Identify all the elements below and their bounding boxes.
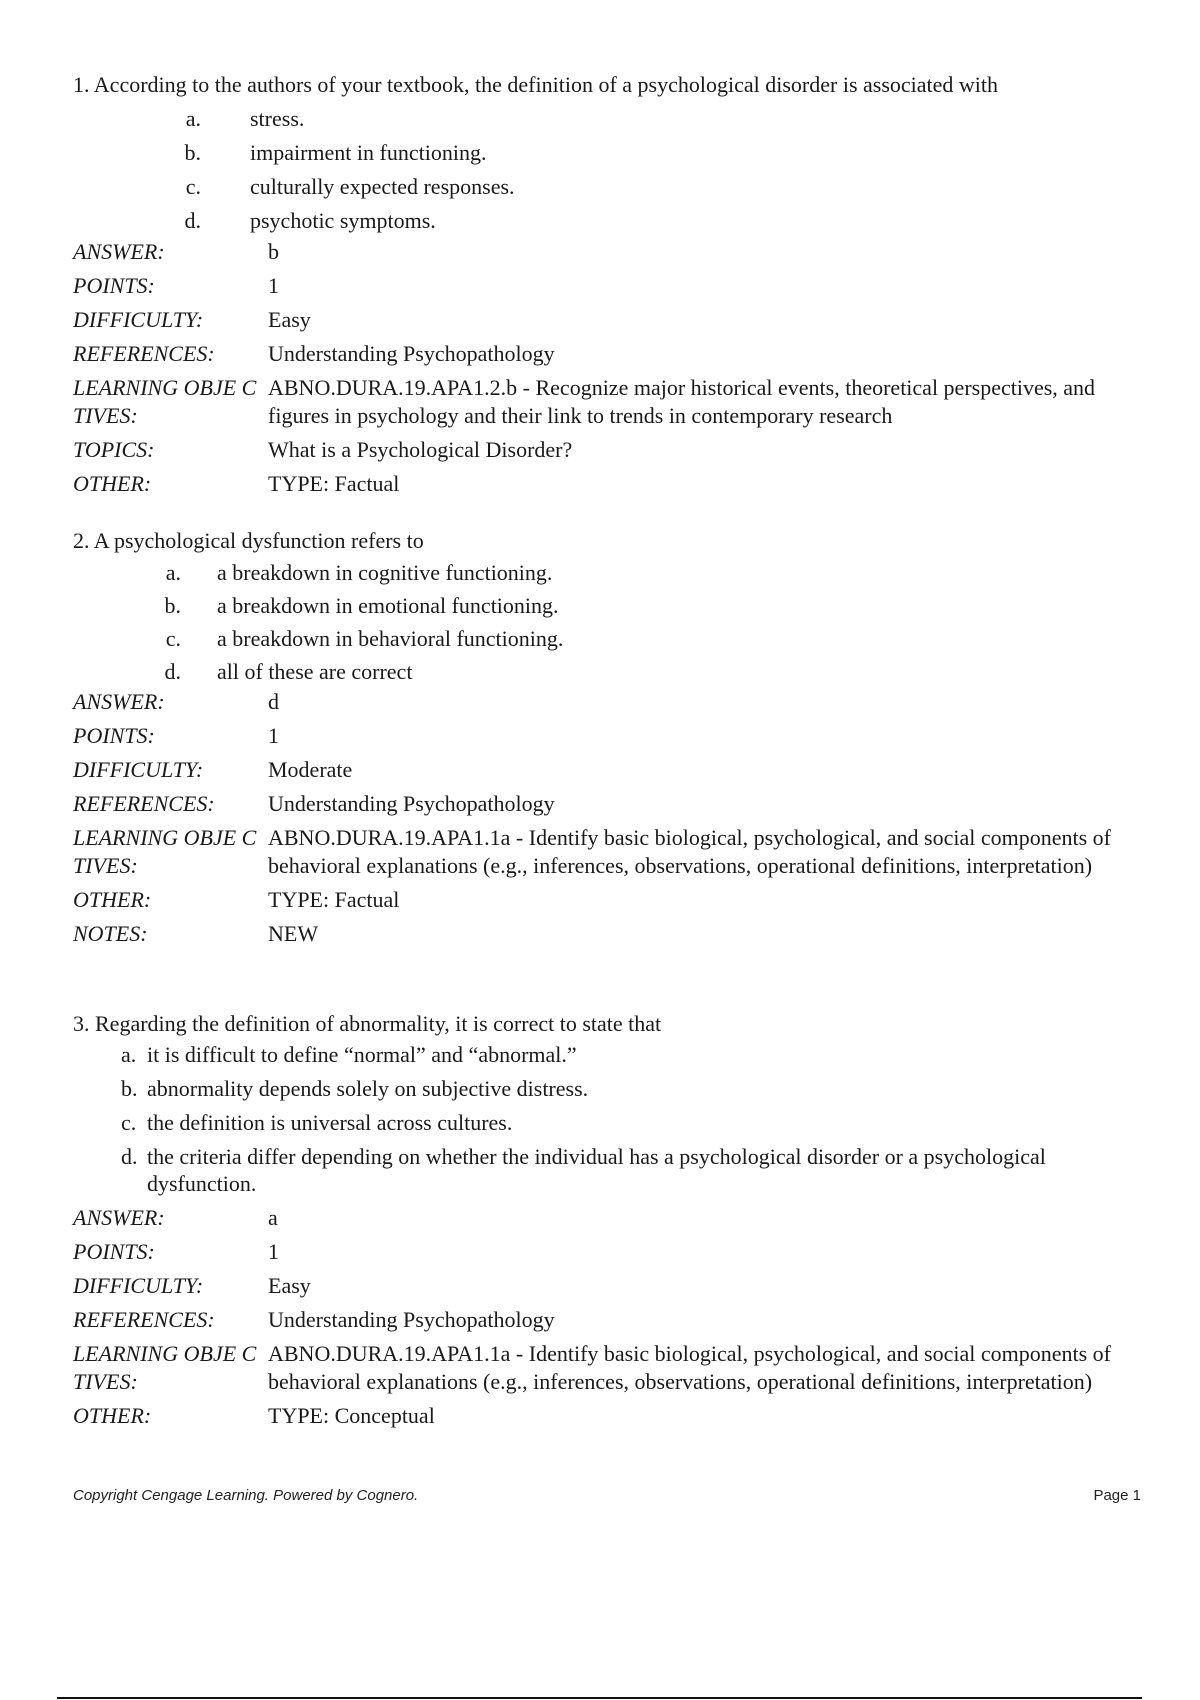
choice-b [73, 1075, 1153, 1102]
meta-points [73, 1238, 1153, 1266]
answer-choices [73, 102, 1153, 238]
choice-a [73, 556, 1153, 589]
choice-letter: c. [185, 174, 201, 199]
meta-value: Understanding Psychopathology [268, 791, 555, 816]
meta-points [73, 272, 1153, 300]
choice-d [73, 655, 1153, 688]
choice-b [73, 136, 1153, 170]
meta-other [73, 470, 1153, 498]
question-stem: 2. A psychological dysfunction refers to [73, 528, 424, 553]
meta-value: d [268, 689, 279, 714]
choice-letter: a. [165, 560, 181, 585]
meta-references [73, 1306, 1153, 1334]
choice-d [73, 204, 1153, 238]
meta-difficulty [73, 756, 1153, 784]
meta-label: REFERENCES: [73, 341, 215, 366]
choice-text: culturally expected responses. [250, 174, 515, 199]
meta-value: TYPE: Conceptual [268, 1403, 435, 1428]
choice-text: abnormality depends solely on subjective distress. [147, 1076, 589, 1101]
meta-answer [73, 688, 1153, 716]
meta-value: TYPE: Factual [268, 471, 400, 496]
question-3 [73, 1009, 1153, 1436]
question-metadata [73, 238, 1153, 498]
meta-difficulty [73, 1272, 1153, 1300]
question-1 [73, 70, 1153, 504]
question-metadata [73, 1204, 1153, 1430]
meta-label: DIFFICULTY: [73, 757, 204, 782]
meta-references [73, 340, 1153, 368]
choice-text: a breakdown in cognitive functioning. [217, 560, 553, 585]
meta-label: DIFFICULTY: [73, 307, 204, 332]
meta-value: b [268, 239, 279, 264]
question-metadata [73, 688, 1153, 948]
choice-b [73, 589, 1153, 622]
meta-other [73, 1402, 1153, 1430]
meta-value: 1 [268, 723, 279, 748]
meta-references [73, 790, 1153, 818]
meta-label: LEARNING OBJE CTIVES: [73, 825, 257, 878]
choice-letter: a. [185, 106, 201, 131]
choice-letter: d. [121, 1144, 138, 1169]
meta-other [73, 886, 1153, 914]
meta-value: ABNO.DURA.19.APA1.1a - Identify basic biological, psychological, and social components of behavioral explanations (e.g., inferences, observations, operational definitions, interpretation) [268, 825, 1111, 878]
choice-a [73, 1041, 1153, 1068]
question-2 [73, 526, 1153, 954]
meta-label: REFERENCES: [73, 791, 215, 816]
meta-label: OTHER: [73, 471, 152, 496]
meta-learning-objectives [73, 824, 1153, 880]
choice-letter: b. [164, 593, 181, 618]
answer-choices [73, 556, 1153, 688]
meta-answer [73, 1204, 1153, 1232]
choice-text: all of these are correct [217, 659, 413, 684]
meta-label: TOPICS: [73, 437, 155, 462]
meta-value: ABNO.DURA.19.APA1.2.b - Recognize major historical events, theoretical perspectives, and figures in psychology and their link to trends in contemporary research [268, 375, 1096, 428]
meta-label: ANSWER: [73, 689, 165, 714]
meta-value: ABNO.DURA.19.APA1.1a - Identify basic biological, psychological, and social components of behavioral explanations (e.g., inferences, observations, operational definitions, interpretation) [268, 1341, 1111, 1394]
meta-value: What is a Psychological Disorder? [268, 437, 573, 462]
meta-value: Easy [268, 1273, 311, 1298]
question-stem: 3. Regarding the definition of abnormality, it is correct to state that [73, 1011, 662, 1036]
choice-text: psychotic symptoms. [250, 208, 436, 233]
meta-value: Easy [268, 307, 311, 332]
choice-text: the definition is universal across cultures. [147, 1110, 513, 1135]
meta-value: 1 [268, 273, 279, 298]
choice-text: the criteria differ depending on whether the individual has a psychological disorder or a psychological dysfunction. [147, 1144, 1046, 1196]
choice-letter: a. [121, 1042, 137, 1067]
meta-label: OTHER: [73, 887, 152, 912]
meta-label: ANSWER: [73, 1205, 165, 1230]
meta-value: 1 [268, 1239, 279, 1264]
meta-label: NOTES: [73, 921, 148, 946]
choice-text: it is difficult to define “normal” and “abnormal.” [147, 1042, 577, 1067]
choice-text: impairment in functioning. [250, 140, 487, 165]
choice-text: a breakdown in emotional functioning. [217, 593, 559, 618]
meta-value: Understanding Psychopathology [268, 341, 555, 366]
meta-value: TYPE: Factual [268, 887, 400, 912]
choice-letter: b. [184, 140, 201, 165]
meta-label: LEARNING OBJE CTIVES: [73, 375, 257, 428]
answer-choices [73, 1041, 1153, 1197]
choice-letter: c. [165, 626, 181, 651]
choice-letter: d. [184, 208, 201, 233]
meta-value: a [268, 1205, 278, 1230]
question-stem: 1. According to the authors of your textbook, the definition of a psychological disorder is associated with [73, 72, 999, 97]
meta-value: NEW [268, 921, 319, 946]
meta-label: LEARNING OBJE CTIVES: [73, 1341, 257, 1394]
choice-letter: c. [121, 1110, 137, 1135]
meta-label: POINTS: [73, 1239, 155, 1264]
meta-label: POINTS: [73, 723, 155, 748]
choice-letter: b. [121, 1076, 138, 1101]
meta-answer [73, 238, 1153, 266]
choice-text: a breakdown in behavioral functioning. [217, 626, 564, 651]
choice-text: stress. [250, 106, 305, 131]
meta-value: Moderate [268, 757, 353, 782]
meta-learning-objectives [73, 374, 1153, 430]
choice-d [73, 1143, 1153, 1197]
meta-notes [73, 920, 1153, 948]
meta-learning-objectives [73, 1340, 1153, 1396]
choice-c [73, 622, 1153, 655]
copyright-text: Copyright Cengage Learning. Powered by Cognero. [73, 1487, 419, 1504]
choice-letter: d. [164, 659, 181, 684]
choice-c [73, 170, 1153, 204]
meta-value: Understanding Psychopathology [268, 1307, 555, 1332]
meta-difficulty [73, 306, 1153, 334]
meta-topics [73, 436, 1153, 464]
page-number: Page 1 [1093, 1487, 1141, 1504]
meta-label: REFERENCES: [73, 1307, 215, 1332]
choice-a [73, 102, 1153, 136]
meta-points [73, 722, 1153, 750]
choice-c [73, 1109, 1153, 1136]
meta-label: DIFFICULTY: [73, 1273, 204, 1298]
meta-label: ANSWER: [73, 239, 165, 264]
bottom-divider [57, 1697, 1142, 1699]
meta-label: POINTS: [73, 273, 155, 298]
meta-label: OTHER: [73, 1403, 152, 1428]
